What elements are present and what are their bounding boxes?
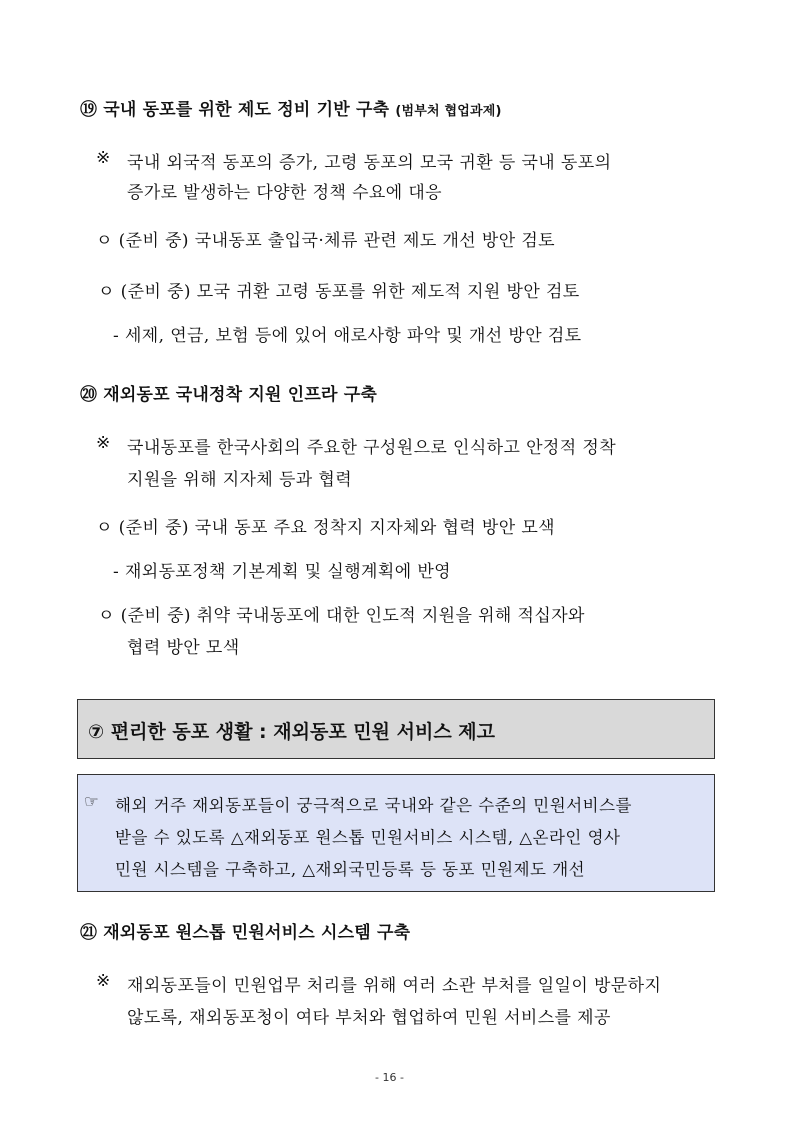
note-21-line1: 재외동포들이 민원업무 처리를 위해 여러 소관 부처를 일일이 방문하지 [127, 976, 662, 996]
summary-pointer-icon: ☞ [84, 792, 100, 811]
note-20-line2: 지원을 위해 지자체 등과 협력 [127, 470, 353, 490]
summary-line3: 민원 시스템을 구축하고, △재외국민등록 등 동포 민원제도 개선 [115, 860, 586, 879]
section-7-title: 편리한 동포 생활 : 재외동포 민원 서비스 제고 [110, 721, 495, 743]
note-19-line2: 증가로 발생하는 다양한 정책 수요에 대응 [127, 183, 442, 203]
heading-19-number: ⑲ [80, 100, 98, 120]
item-19-1: ㅇ (준비 중) 국내동포 출입국·체류 관련 제도 개선 방안 검토 [96, 231, 556, 251]
section-7-box [77, 699, 715, 759]
note-21-mark: ※ [96, 971, 111, 991]
section-7-number: ⑦ [88, 721, 105, 743]
item-19-2: ㅇ (준비 중) 모국 귀환 고령 동포를 위한 제도적 지원 방안 검토 [98, 282, 580, 302]
heading-20 [80, 380, 377, 405]
note-19-mark: ※ [96, 148, 111, 168]
heading-21 [80, 918, 410, 943]
summary-line1: 해외 거주 재외동포들이 궁극적으로 국내와 같은 수준의 민원서비스를 [115, 796, 632, 815]
note-20-mark: ※ [96, 433, 111, 453]
page-number: - 16 - [375, 1071, 404, 1084]
dash-20-1: - 재외동포정책 기본계획 및 실행계획에 반영 [113, 562, 451, 582]
heading-21-number: ㉑ [80, 923, 98, 943]
heading-20-text: 재외동포 국내정착 지원 인프라 구축 [103, 385, 378, 405]
item-20-2-line2: 협력 방안 모색 [127, 638, 240, 658]
note-20-line1: 국내동포를 한국사회의 주요한 구성원으로 인식하고 안정적 정착 [127, 438, 617, 458]
heading-19-sub: (범부처 협업과제) [395, 104, 502, 119]
summary-line2: 받을 수 있도록 △재외동포 원스톱 민원서비스 시스템, △온라인 영사 [115, 828, 621, 847]
note-21-line2: 않도록, 재외동포청이 여타 부처와 협업하여 민원 서비스를 제공 [127, 1008, 611, 1028]
note-19-line1: 국내 외국적 동포의 증가, 고령 동포의 모국 귀환 등 국내 동포의 [127, 153, 612, 173]
item-20-1: ㅇ (준비 중) 국내 동포 주요 정착지 지자체와 협력 방안 모색 [96, 518, 556, 538]
heading-19 [80, 95, 502, 120]
heading-21-text: 재외동포 원스톱 민원서비스 시스템 구축 [103, 923, 411, 943]
heading-19-text: 국내 동포를 위한 제도 정비 기반 구축 [103, 100, 390, 120]
item-20-2-line1: ㅇ (준비 중) 취약 국내동포에 대한 인도적 지원을 위해 적십자와 [98, 606, 585, 626]
summary-box [77, 774, 715, 892]
section-7-title-row [88, 717, 495, 744]
heading-20-number: ⑳ [80, 385, 98, 405]
dash-19-1: - 세제, 연금, 보험 등에 있어 애로사항 파악 및 개선 방안 검토 [113, 326, 582, 346]
